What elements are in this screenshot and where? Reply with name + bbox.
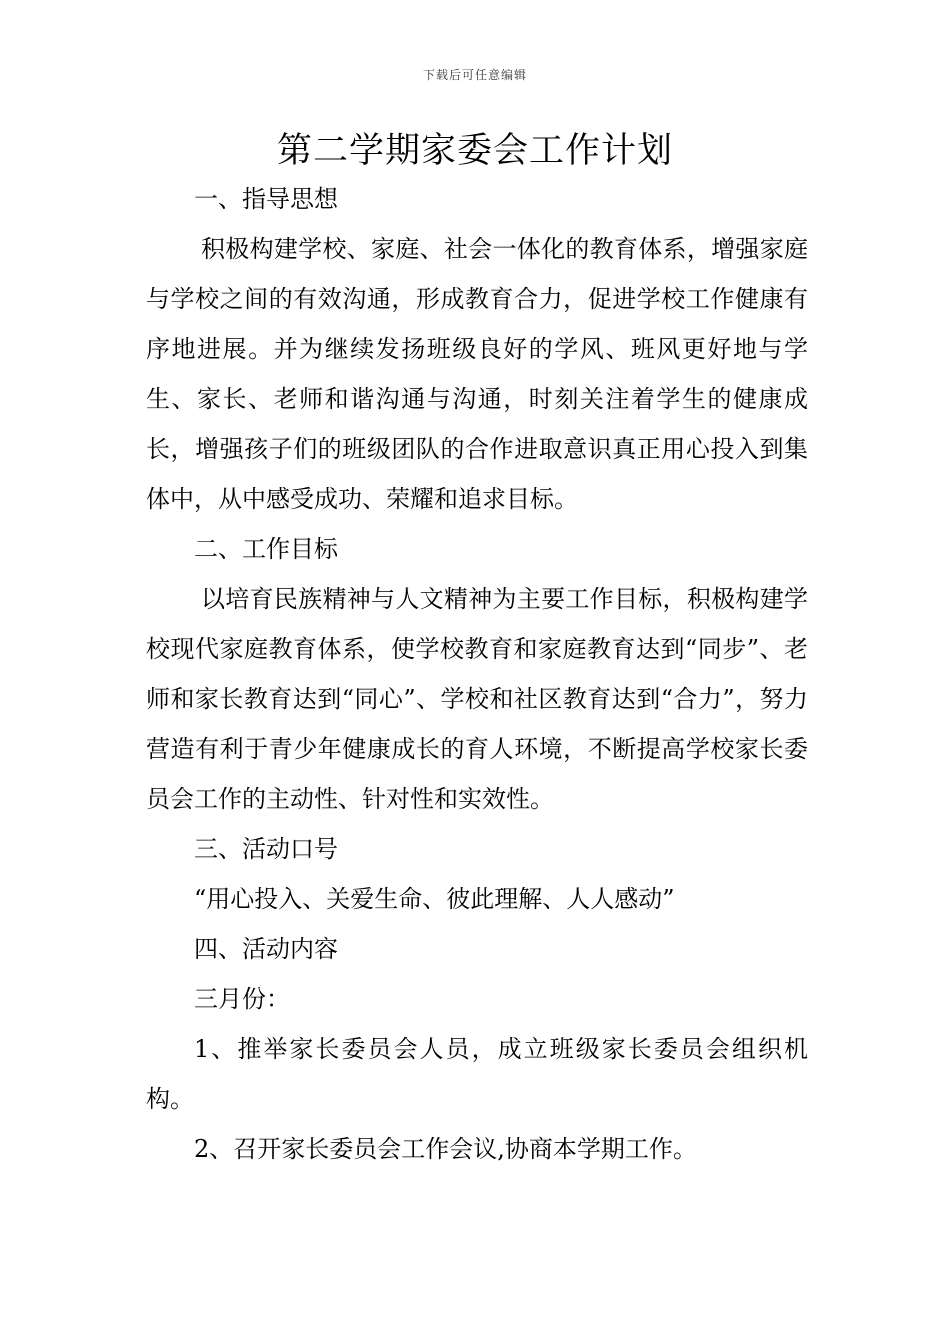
section-paragraph-guiding-thought: 积极构建学校、家庭、社会一体化的教育体系，增强家庭与学校之间的有效沟通，形成教育合力，促进学校工作健康有序地进展。并为继续发扬班级良好的学风、班风更好地与学生、家长、老师和谐沟通与沟通，时刻关注着学生的健康成长，增强孩子们的班级团队的合作进取意识真正用心投入到集体中，从中感受成功、荣耀和追求目标。: [146, 235, 808, 513]
activity-item: 2、召开家长委员会工作会议,协商本学期工作。: [194, 1135, 697, 1163]
section-heading-work-goals: 二、工作目标: [194, 535, 338, 563]
section-heading-guiding-thought: 一、指导思想: [194, 185, 338, 213]
header-note: 下载后可任意编辑: [422, 68, 527, 82]
section-paragraph-work-goals: 以培育民族精神与人文精神为主要工作目标，积极构建学校现代家庭教育体系，使学校教育和家庭教育达到“同步”、老师和家长教育达到“同心”、学校和社区教育达到“合力”，努力营造有利于青少年健康成长的育人环境，不断提高学校家长委员会工作的主动性、针对性和实效性。: [146, 585, 808, 813]
activity-item: 1、推举家长委员会人员，成立班级家长委员会组织机构。: [146, 1035, 808, 1113]
section-paragraph-slogan: “用心投入、关爱生命、彼此理解、人人感动”: [194, 885, 675, 913]
section-heading-activities: 四、活动内容: [194, 935, 338, 963]
document-title: 第二学期家委会工作计划: [276, 131, 673, 171]
document-body: [146, 174, 808, 1174]
section-heading-slogan: 三、活动口号: [194, 835, 338, 863]
month-subheading-march: 三月份：: [194, 985, 290, 1013]
